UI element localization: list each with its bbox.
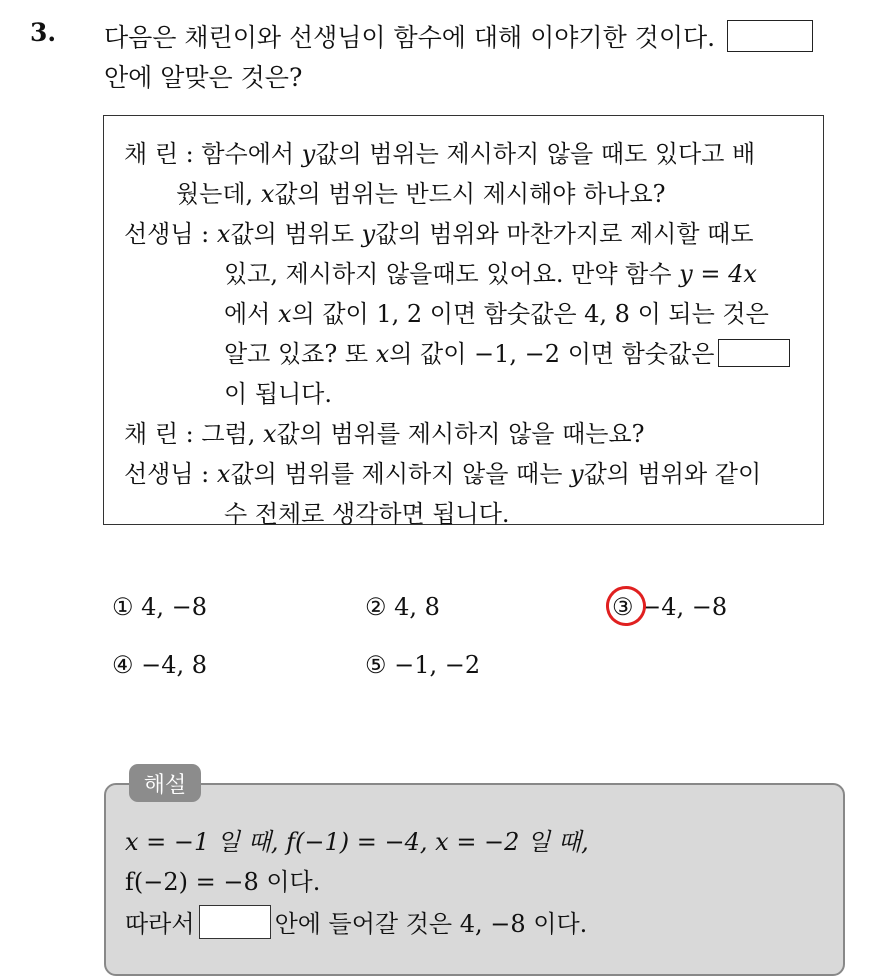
math-var: y bbox=[570, 460, 584, 488]
dialog-box bbox=[103, 115, 824, 528]
dialog-line-3 bbox=[124, 214, 754, 249]
dialog-text: 알고 있죠? 또 bbox=[224, 340, 369, 368]
solution-blank-box bbox=[199, 905, 271, 939]
math-var: x bbox=[216, 460, 231, 488]
dialog-text: 의 값이 −1, −2 이면 함숫값은 bbox=[389, 340, 715, 368]
dialog-line-7: 이 됩니다. bbox=[224, 380, 332, 408]
dialog-text: 값의 범위는 반드시 제시해야 하나요? bbox=[274, 180, 666, 208]
correct-answer-circle-mark bbox=[603, 583, 649, 629]
dialog-line-5 bbox=[224, 294, 769, 329]
solution-line-1: x = −1 일 때, f(−1) = −4, x = −2 일 때, bbox=[125, 828, 589, 856]
dialog-line-8 bbox=[124, 414, 645, 449]
choice-2[interactable]: ② 4, 8 bbox=[365, 593, 440, 621]
dialog-text: 값의 범위를 제시하지 않을 때는 bbox=[230, 460, 563, 488]
math-var: x bbox=[216, 220, 231, 248]
dialog-text: 값의 범위와 같이 bbox=[583, 460, 762, 488]
speaker-label: 선생님 : bbox=[124, 220, 210, 248]
math-var: x bbox=[260, 180, 275, 208]
speaker-label: 선생님 : bbox=[124, 460, 210, 488]
dialog-text: 그럼, bbox=[201, 420, 256, 448]
solution-text: 따라서 bbox=[125, 910, 195, 938]
dialog-blank-box bbox=[718, 339, 790, 367]
math-equation: y = 4x bbox=[679, 260, 757, 288]
solution-line-2: f(−2) = −8 이다. bbox=[125, 868, 321, 896]
answer-blank-box bbox=[727, 20, 813, 52]
dialog-line-9 bbox=[124, 454, 761, 489]
dialog-text: 값의 범위도 bbox=[230, 220, 355, 248]
dialog-line-1 bbox=[124, 134, 755, 169]
dialog-text: 값의 범위는 제시하지 않을 때도 있다고 배 bbox=[315, 140, 756, 168]
math-var: y bbox=[301, 140, 316, 168]
choice-1[interactable]: ① 4, −8 bbox=[112, 593, 208, 621]
question-text: 다음은 채린이와 선생님이 함수에 대해 이야기한 것이다. bbox=[104, 23, 716, 52]
solution-tab: 해설 bbox=[129, 764, 201, 802]
question-text-line2: 안에 알맞은 것은? bbox=[104, 63, 303, 92]
dialog-text: 에서 bbox=[224, 300, 271, 328]
dialog-line-2 bbox=[176, 174, 666, 209]
solution-line-3 bbox=[125, 904, 587, 939]
question-text-line1 bbox=[104, 18, 813, 54]
dialog-text: 값의 범위와 마찬가지로 제시할 때도 bbox=[375, 220, 754, 248]
speaker-label: 채 린 : bbox=[124, 420, 194, 448]
dialog-text: 의 값이 1, 2 이면 함숫값은 4, 8 이 되는 것은 bbox=[291, 300, 769, 328]
dialog-text: 있고, 제시하지 않을때도 있어요. 만약 함수 bbox=[224, 260, 672, 288]
choice-4[interactable]: ④ −4, 8 bbox=[112, 651, 208, 679]
choice-3[interactable]: ③ −4, −8 bbox=[612, 593, 728, 621]
math-var: y bbox=[361, 220, 376, 248]
question-number: 3. bbox=[30, 18, 57, 47]
dialog-text: 함수에서 bbox=[201, 140, 295, 168]
solution-text: 안에 들어갈 것은 4, −8 이다. bbox=[274, 910, 588, 938]
dialog-text: 웠는데, bbox=[176, 180, 254, 208]
dialog-line-4 bbox=[224, 254, 757, 289]
dialog-text: 값의 범위를 제시하지 않을 때는요? bbox=[276, 420, 645, 448]
dialog-line-6 bbox=[224, 334, 790, 369]
dialog-line-10: 수 전체로 생각하면 됩니다. bbox=[224, 500, 510, 528]
speaker-label: 채 린 : bbox=[124, 140, 194, 168]
math-var: x bbox=[263, 420, 277, 448]
math-var: x bbox=[375, 340, 390, 368]
choice-5[interactable]: ⑤ −1, −2 bbox=[365, 651, 481, 679]
math-var: x bbox=[278, 300, 292, 328]
